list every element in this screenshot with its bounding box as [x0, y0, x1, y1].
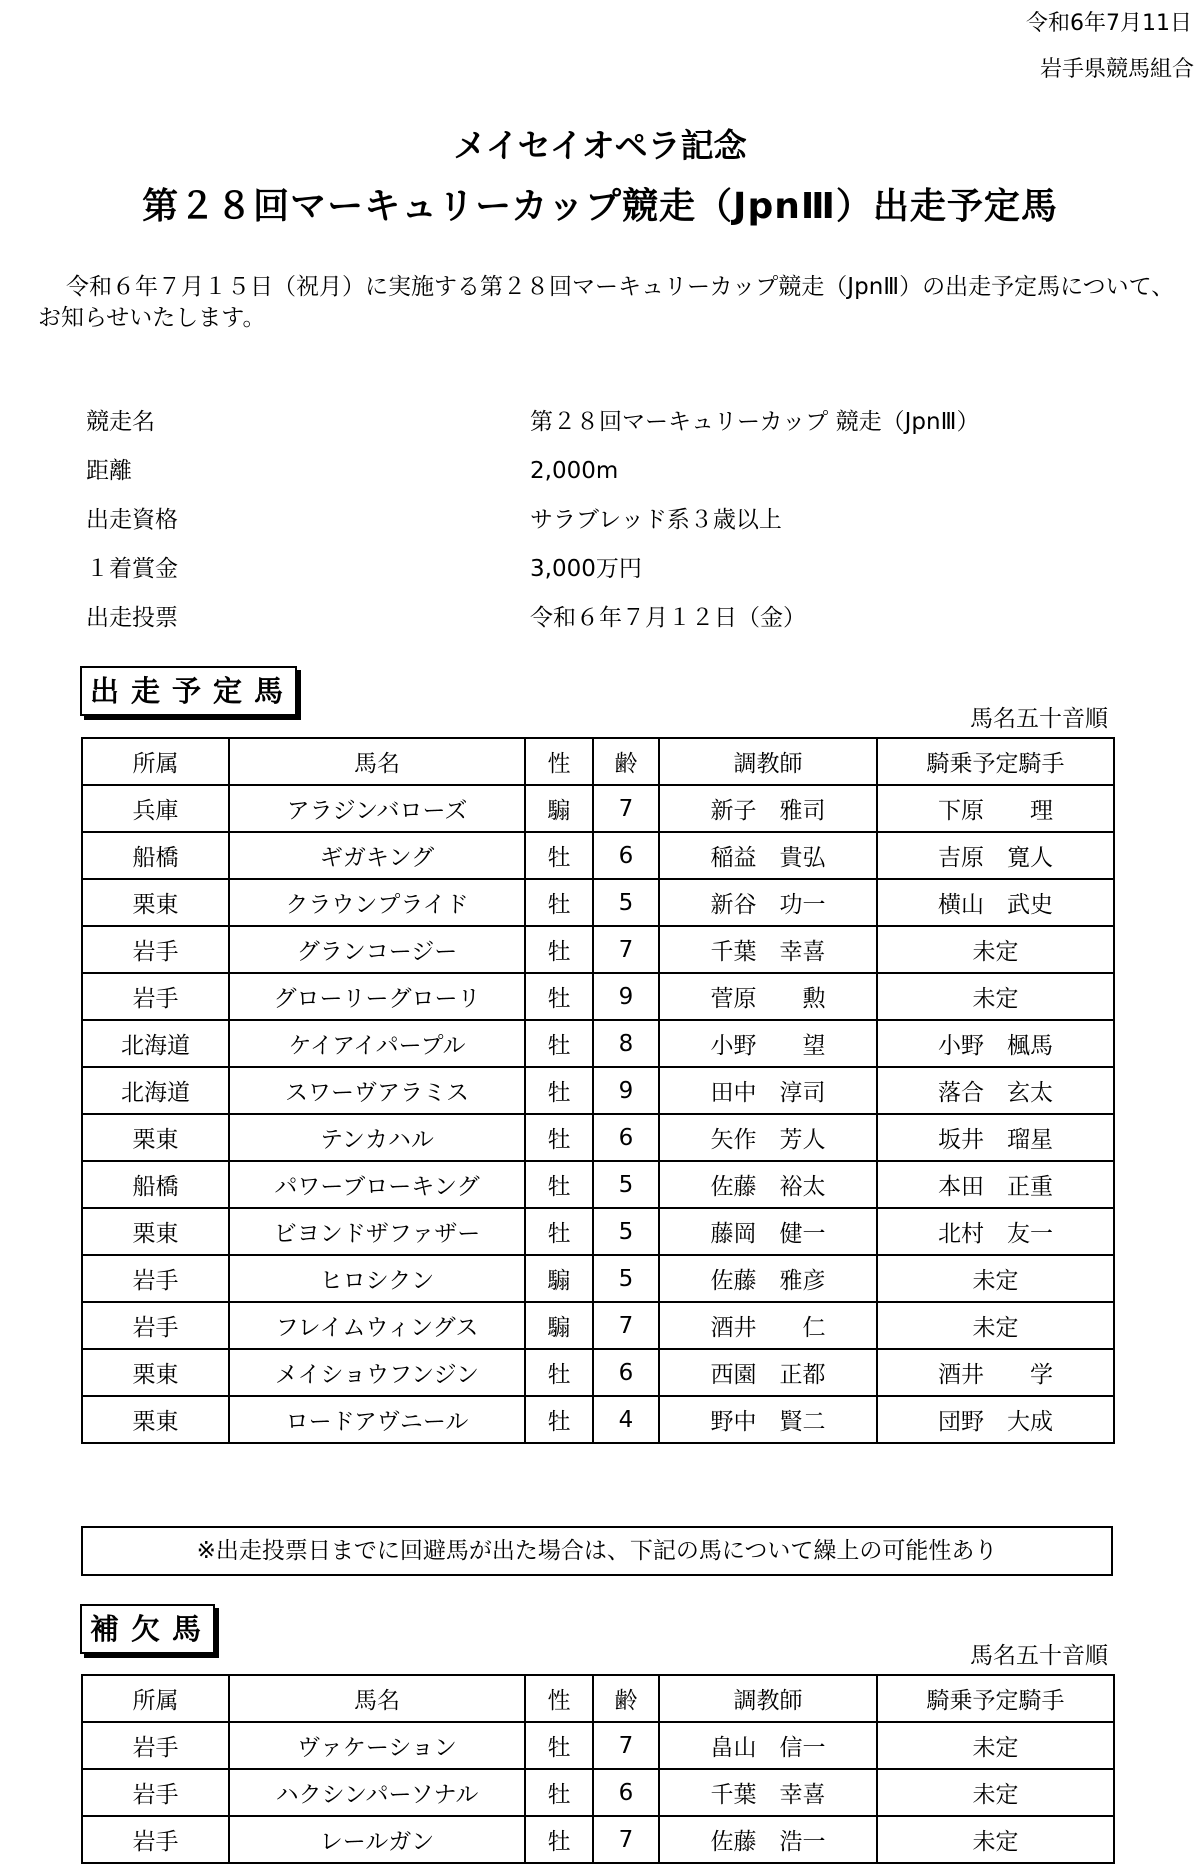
cell-sex: 牡	[525, 973, 593, 1020]
cell-trainer: 西園 正都	[659, 1349, 877, 1396]
cell-affiliation: 栗東	[82, 1208, 229, 1255]
table-row	[82, 1020, 1114, 1067]
cell-affiliation: 岩手	[82, 1302, 229, 1349]
cell-sex: 牡	[525, 1020, 593, 1067]
cell-age: 7	[593, 926, 659, 973]
cell-sex: 牡	[525, 879, 593, 926]
cell-sex: 牡	[525, 1161, 593, 1208]
table-row	[82, 785, 1114, 832]
col-header-horse: 馬名	[229, 738, 525, 785]
cell-sex: 牡	[525, 1816, 593, 1863]
info-row-distance	[86, 447, 986, 496]
cell-horse-name: ケイアイパープル	[229, 1020, 525, 1067]
cell-jockey: 横山 武史	[877, 879, 1114, 926]
cell-age: 5	[593, 1161, 659, 1208]
cell-trainer: 小野 望	[659, 1020, 877, 1067]
cell-age: 7	[593, 785, 659, 832]
cell-affiliation: 岩手	[82, 1255, 229, 1302]
info-row-prize	[86, 545, 986, 594]
cell-sex: 牡	[525, 1114, 593, 1161]
info-value: 2,000m	[530, 458, 619, 484]
cell-jockey: 吉原 寛人	[877, 832, 1114, 879]
cell-trainer: 新子 雅司	[659, 785, 877, 832]
col-header-horse: 馬名	[229, 1675, 525, 1722]
cell-horse-name: アラジンバローズ	[229, 785, 525, 832]
col-header-age: 齢	[593, 1675, 659, 1722]
table-row	[82, 1816, 1114, 1863]
cell-horse-name: ハクシンパーソナル	[229, 1769, 525, 1816]
cell-trainer: 畠山 信一	[659, 1722, 877, 1769]
cell-affiliation: 岩手	[82, 926, 229, 973]
cell-jockey: 未定	[877, 1816, 1114, 1863]
cell-horse-name: ヴァケーション	[229, 1722, 525, 1769]
cell-sex: 騸	[525, 1255, 593, 1302]
cell-sex: 牡	[525, 1769, 593, 1816]
info-value: サラブレッド系３歳以上	[530, 507, 782, 533]
cell-trainer: 千葉 幸喜	[659, 1769, 877, 1816]
cell-horse-name: ヒロシクン	[229, 1255, 525, 1302]
cell-affiliation: 栗東	[82, 1396, 229, 1443]
cell-age: 6	[593, 832, 659, 879]
cell-sex: 騸	[525, 785, 593, 832]
cell-sex: 牡	[525, 1208, 593, 1255]
cell-affiliation: 船橋	[82, 832, 229, 879]
cell-jockey: 下原 理	[877, 785, 1114, 832]
cell-age: 8	[593, 1020, 659, 1067]
cell-horse-name: クラウンプライド	[229, 879, 525, 926]
cell-horse-name: レールガン	[229, 1816, 525, 1863]
cell-affiliation: 岩手	[82, 1769, 229, 1816]
cell-sex: 牡	[525, 1349, 593, 1396]
cell-sex: 牡	[525, 1396, 593, 1443]
cell-age: 7	[593, 1722, 659, 1769]
col-header-affiliation: 所属	[82, 1675, 229, 1722]
info-label: １着賞金	[86, 556, 178, 582]
cell-age: 5	[593, 879, 659, 926]
cell-affiliation: 岩手	[82, 1722, 229, 1769]
table-row	[82, 926, 1114, 973]
table-header-row	[82, 738, 1114, 785]
cell-affiliation: 岩手	[82, 973, 229, 1020]
cell-age: 7	[593, 1302, 659, 1349]
table-row	[82, 1161, 1114, 1208]
col-header-sex: 性	[525, 738, 593, 785]
table-row	[82, 832, 1114, 879]
cell-trainer: 佐藤 雅彦	[659, 1255, 877, 1302]
cell-horse-name: グローリーグローリ	[229, 973, 525, 1020]
entries-sort-note: 馬名五十音順	[970, 706, 1108, 732]
cell-horse-name: ビヨンドザファザー	[229, 1208, 525, 1255]
cell-jockey: 未定	[877, 926, 1114, 973]
cell-trainer: 菅原 勲	[659, 973, 877, 1020]
cell-jockey: 未定	[877, 1722, 1114, 1769]
col-header-trainer: 調教師	[659, 738, 877, 785]
cell-age: 6	[593, 1349, 659, 1396]
race-info	[86, 398, 986, 643]
cell-affiliation: 船橋	[82, 1161, 229, 1208]
cell-jockey: 未定	[877, 973, 1114, 1020]
col-header-age: 齢	[593, 738, 659, 785]
reserve-sort-note: 馬名五十音順	[970, 1643, 1108, 1669]
cell-trainer: 新谷 功一	[659, 879, 877, 926]
cell-age: 5	[593, 1208, 659, 1255]
cell-jockey: 落合 玄太	[877, 1067, 1114, 1114]
cell-trainer: 野中 賢二	[659, 1396, 877, 1443]
cell-affiliation: 栗東	[82, 1349, 229, 1396]
cell-jockey: 未定	[877, 1769, 1114, 1816]
cell-affiliation: 兵庫	[82, 785, 229, 832]
info-label: 競走名	[86, 409, 155, 435]
entries-heading: 出走予定馬	[80, 666, 297, 716]
reserve-heading: 補欠馬	[80, 1604, 215, 1654]
table-row	[82, 879, 1114, 926]
cell-age: 9	[593, 973, 659, 1020]
info-row-entry-vote	[86, 594, 986, 643]
cell-trainer: 千葉 幸喜	[659, 926, 877, 973]
cell-sex: 騸	[525, 1302, 593, 1349]
cell-jockey: 小野 楓馬	[877, 1020, 1114, 1067]
cell-affiliation: 岩手	[82, 1816, 229, 1863]
col-header-sex: 性	[525, 1675, 593, 1722]
info-label: 出走投票	[86, 605, 178, 631]
table-row	[82, 1302, 1114, 1349]
col-header-affiliation: 所属	[82, 738, 229, 785]
cell-jockey: 酒井 学	[877, 1349, 1114, 1396]
cell-affiliation: 栗東	[82, 1114, 229, 1161]
cell-jockey: 坂井 瑠星	[877, 1114, 1114, 1161]
reserve-table-body	[82, 1722, 1114, 1863]
cell-sex: 牡	[525, 926, 593, 973]
table-row	[82, 973, 1114, 1020]
table-row	[82, 1396, 1114, 1443]
cell-trainer: 矢作 芳人	[659, 1114, 877, 1161]
table-row	[82, 1349, 1114, 1396]
cell-horse-name: メイショウフンジン	[229, 1349, 525, 1396]
cell-trainer: 酒井 仁	[659, 1302, 877, 1349]
info-value: 令和６年７月１２日（金）	[530, 605, 806, 631]
cell-trainer: 佐藤 裕太	[659, 1161, 877, 1208]
table-row	[82, 1208, 1114, 1255]
info-value: 3,000万円	[530, 556, 642, 582]
issuing-organization: 岩手県競馬組合	[1039, 57, 1194, 82]
table-row	[82, 1769, 1114, 1816]
table-header-row	[82, 1675, 1114, 1722]
cell-horse-name: ロードアヴニール	[229, 1396, 525, 1443]
info-row-eligibility	[86, 496, 986, 545]
cell-horse-name: ギガキング	[229, 832, 525, 879]
cell-horse-name: グランコージー	[229, 926, 525, 973]
cell-age: 9	[593, 1067, 659, 1114]
table-row	[82, 1067, 1114, 1114]
cell-affiliation: 栗東	[82, 879, 229, 926]
cell-jockey: 北村 友一	[877, 1208, 1114, 1255]
cell-trainer: 藤岡 健一	[659, 1208, 877, 1255]
cell-age: 4	[593, 1396, 659, 1443]
cell-jockey: 未定	[877, 1255, 1114, 1302]
promotion-note: ※出走投票日までに回避馬が出た場合は、下記の馬について繰上の可能性あり	[81, 1526, 1113, 1576]
col-header-jockey: 騎乗予定騎手	[877, 738, 1114, 785]
col-header-jockey: 騎乗予定騎手	[877, 1675, 1114, 1722]
info-label: 距離	[86, 458, 132, 484]
cell-sex: 牡	[525, 1722, 593, 1769]
cell-horse-name: パワーブローキング	[229, 1161, 525, 1208]
table-row	[82, 1722, 1114, 1769]
cell-age: 6	[593, 1114, 659, 1161]
cell-jockey: 未定	[877, 1302, 1114, 1349]
cell-affiliation: 北海道	[82, 1067, 229, 1114]
cell-trainer: 佐藤 浩一	[659, 1816, 877, 1863]
col-header-trainer: 調教師	[659, 1675, 877, 1722]
cell-affiliation: 北海道	[82, 1020, 229, 1067]
table-row	[82, 1114, 1114, 1161]
table-row	[82, 1255, 1114, 1302]
cell-horse-name: フレイムウィングス	[229, 1302, 525, 1349]
cell-horse-name: スワーヴアラミス	[229, 1067, 525, 1114]
entries-table	[81, 737, 1115, 1444]
info-label: 出走資格	[86, 507, 178, 533]
cell-trainer: 稲益 貴弘	[659, 832, 877, 879]
title-commemoration: メイセイオペラ記念	[453, 126, 747, 165]
cell-jockey: 団野 大成	[877, 1396, 1114, 1443]
page-title: 第２８回マーキュリーカップ競走（JpnⅢ）出走予定馬	[142, 186, 1058, 227]
info-row-race-name	[86, 398, 986, 447]
cell-sex: 牡	[525, 832, 593, 879]
intro-text: 令和６年７月１５日（祝月）に実施する第２８回マーキュリーカップ競走（JpnⅢ）の出走予定馬について、お知らせいたします。	[38, 274, 1175, 331]
reserve-table	[81, 1674, 1115, 1864]
cell-age: 6	[593, 1769, 659, 1816]
cell-sex: 牡	[525, 1067, 593, 1114]
issue-date: 令和6年7月11日	[1026, 11, 1192, 36]
cell-age: 5	[593, 1255, 659, 1302]
cell-age: 7	[593, 1816, 659, 1863]
cell-trainer: 田中 淳司	[659, 1067, 877, 1114]
cell-horse-name: テンカハル	[229, 1114, 525, 1161]
info-value: 第２８回マーキュリーカップ 競走（JpnⅢ）	[530, 409, 980, 435]
cell-jockey: 本田 正重	[877, 1161, 1114, 1208]
entries-table-body	[82, 785, 1114, 1443]
